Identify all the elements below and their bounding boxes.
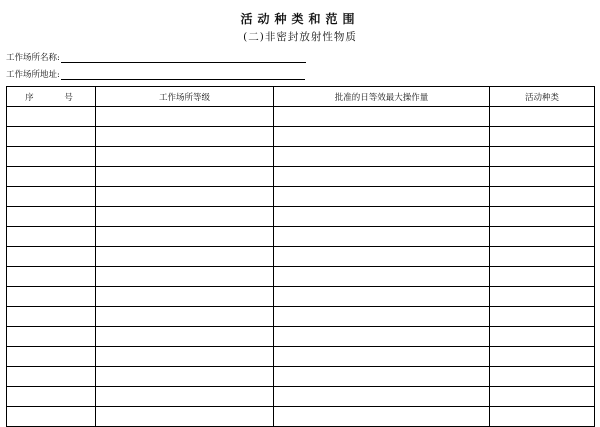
table-cell[interactable] (96, 107, 274, 127)
table-row (7, 267, 595, 287)
table-cell[interactable] (274, 247, 490, 267)
table-cell[interactable] (96, 287, 274, 307)
table-cell[interactable] (7, 207, 96, 227)
table-cell[interactable] (274, 387, 490, 407)
table-cell[interactable] (7, 307, 96, 327)
table-cell[interactable] (7, 107, 96, 127)
table-cell[interactable] (490, 347, 595, 367)
table-cell[interactable] (490, 367, 595, 387)
table-cell[interactable] (274, 327, 490, 347)
table-cell[interactable] (96, 367, 274, 387)
table-cell[interactable] (7, 367, 96, 387)
header-workplace-grade: 工作场所等级 (96, 87, 274, 107)
table-cell[interactable] (490, 147, 595, 167)
header-activity-type: 活动种类 (490, 87, 595, 107)
table-cell[interactable] (490, 127, 595, 147)
table-cell[interactable] (7, 247, 96, 267)
workplace-name-field (6, 50, 306, 63)
header-max-daily-equivalent-operation: 批准的日等效最大操作量 (274, 87, 490, 107)
table-cell[interactable] (490, 187, 595, 207)
table-row (7, 127, 595, 147)
table-cell[interactable] (274, 267, 490, 287)
table-cell[interactable] (274, 107, 490, 127)
table-cell[interactable] (490, 327, 595, 347)
activity-scope-table (6, 86, 595, 427)
table-row (7, 167, 595, 187)
table-cell[interactable] (490, 267, 595, 287)
table-row (7, 207, 595, 227)
header-serial-number: 序 号 (7, 87, 96, 107)
table-row (7, 367, 595, 387)
table-body (7, 107, 595, 427)
document-subtitle: (二)非密封放射性物质 (243, 31, 357, 43)
table-row (7, 347, 595, 367)
table-cell[interactable] (274, 367, 490, 387)
table-cell[interactable] (490, 227, 595, 247)
table-cell[interactable] (96, 407, 274, 427)
table-cell[interactable] (274, 167, 490, 187)
table-cell[interactable] (7, 267, 96, 287)
table-cell[interactable] (96, 147, 274, 167)
table-cell[interactable] (274, 307, 490, 327)
table-row (7, 307, 595, 327)
table-cell[interactable] (96, 207, 274, 227)
table-row (7, 247, 595, 267)
table-cell[interactable] (7, 347, 96, 367)
document-title: 活动种类和范围 (240, 12, 360, 26)
table-cell[interactable] (7, 187, 96, 207)
table-cell[interactable] (274, 207, 490, 227)
table-cell[interactable] (7, 407, 96, 427)
table-row (7, 147, 595, 167)
table-cell[interactable] (96, 187, 274, 207)
table-cell[interactable] (96, 167, 274, 187)
table-cell[interactable] (490, 247, 595, 267)
table-cell[interactable] (96, 247, 274, 267)
table-row (7, 407, 595, 427)
table-cell[interactable] (96, 347, 274, 367)
table-cell[interactable] (490, 407, 595, 427)
table-cell[interactable] (490, 307, 595, 327)
table-cell[interactable] (274, 187, 490, 207)
workplace-address-label: 工作场所地址: (6, 70, 60, 80)
table-cell[interactable] (274, 407, 490, 427)
table-cell[interactable] (96, 267, 274, 287)
table-cell[interactable] (96, 227, 274, 247)
table-row (7, 387, 595, 407)
table-cell[interactable] (7, 227, 96, 247)
table-cell[interactable] (96, 387, 274, 407)
table-cell[interactable] (7, 287, 96, 307)
workplace-address-field (6, 67, 305, 80)
table-row (7, 107, 595, 127)
table-cell[interactable] (7, 387, 96, 407)
table-row (7, 327, 595, 347)
table-cell[interactable] (274, 287, 490, 307)
table-cell[interactable] (490, 387, 595, 407)
table-cell[interactable] (7, 127, 96, 147)
table-row (7, 287, 595, 307)
table-cell[interactable] (7, 327, 96, 347)
table-cell[interactable] (274, 227, 490, 247)
table-cell[interactable] (490, 207, 595, 227)
table-header-row (7, 87, 595, 107)
table-cell[interactable] (7, 147, 96, 167)
workplace-name-label: 工作场所名称: (6, 53, 60, 63)
table-cell[interactable] (490, 287, 595, 307)
table-cell[interactable] (96, 127, 274, 147)
workplace-name-blank[interactable] (61, 61, 306, 63)
table-cell[interactable] (490, 107, 595, 127)
table-cell[interactable] (490, 167, 595, 187)
table-cell[interactable] (274, 127, 490, 147)
table-cell[interactable] (96, 307, 274, 327)
table-cell[interactable] (7, 167, 96, 187)
table-cell[interactable] (274, 147, 490, 167)
table-cell[interactable] (96, 327, 274, 347)
table-row (7, 187, 595, 207)
table-cell[interactable] (274, 347, 490, 367)
workplace-address-blank[interactable] (61, 78, 305, 80)
table-row (7, 227, 595, 247)
